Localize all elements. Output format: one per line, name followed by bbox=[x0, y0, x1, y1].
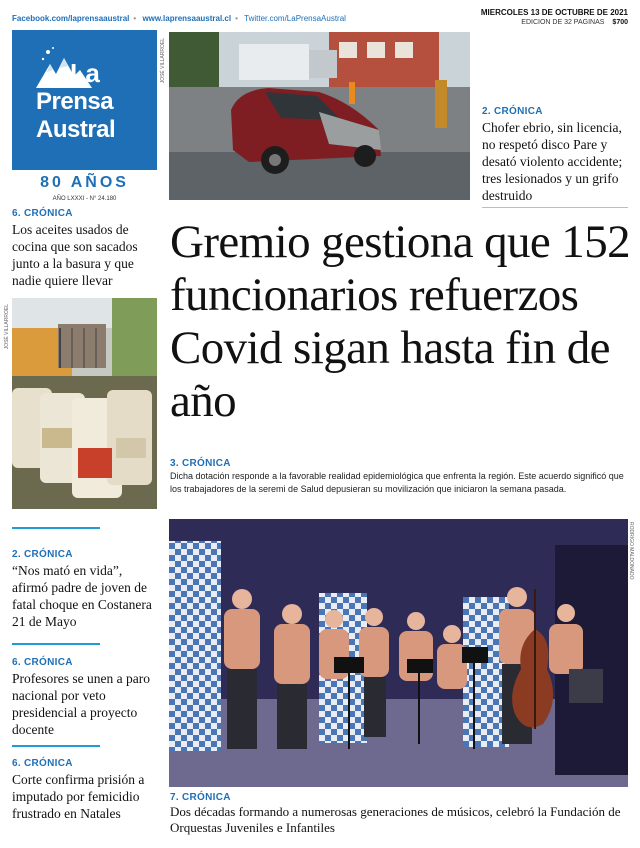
divider bbox=[482, 207, 628, 208]
twitter-link[interactable]: Twitter.com/LaPrensaAustral bbox=[244, 14, 346, 23]
logo-line-2: Prensa bbox=[36, 88, 114, 115]
anniversary: 80 AÑOS bbox=[40, 174, 129, 191]
orchestra-photo-credit: RODRIGO MALDONADO bbox=[628, 522, 634, 580]
divider bbox=[12, 643, 100, 645]
accident-photo-credit: JOSÉ VILLARROEL bbox=[160, 38, 166, 84]
price: $700 bbox=[612, 19, 628, 26]
story-text: “Nos mató en vida”, afirmó padre de joven de fatal choque en Costanera 21 de Mayo bbox=[12, 563, 152, 629]
story-kicker: 2. CRÓNICA bbox=[482, 106, 543, 117]
logo-line-1: La bbox=[70, 58, 100, 88]
containers-image bbox=[12, 298, 157, 509]
story-kicker: 6. CRÓNICA bbox=[12, 758, 73, 769]
website-link[interactable]: www.laprensaaustral.cl bbox=[142, 14, 232, 23]
story-accident[interactable] bbox=[482, 106, 628, 204]
story-court-ruling[interactable] bbox=[12, 758, 158, 822]
story-text: Los aceites usados de cocina que son sacados junto a la basura y que nadie quiere llevar bbox=[12, 222, 138, 288]
story-kicker: 6. CRÓNICA bbox=[12, 657, 73, 668]
story-teachers-strike[interactable] bbox=[12, 657, 158, 738]
story-text: Profesores se unen a paro nacional por veto presidencial a proyecto docente bbox=[12, 671, 150, 737]
oil-containers-photo[interactable] bbox=[12, 298, 157, 509]
story-text: Chofer ebrio, sin licencia, no respetó disco Pare y desató violento accidente; tres lesionados y un grifo destruido bbox=[482, 120, 623, 203]
orchestra-image bbox=[169, 519, 628, 787]
edition-pages: EDICION DE 32 PAGINAS bbox=[521, 19, 605, 26]
edition-info bbox=[521, 19, 628, 26]
crashed-car-image bbox=[169, 32, 470, 200]
volume-number: AÑO LXXXI - N° 24.180 bbox=[52, 196, 117, 202]
divider bbox=[12, 745, 100, 747]
accident-photo[interactable] bbox=[169, 32, 470, 200]
main-story-kicker: 3. CRÓNICA bbox=[170, 458, 231, 469]
story-text: Dos décadas formando a numerosas generaciones de músicos, celebró la Fundación de Orquestas Juveniles e Infantiles bbox=[170, 804, 621, 835]
main-story-deck: Dicha dotación responde a la favorable realidad epidemiológica que enfrenta la región. Este acuerdo significó que los trabajadores de la seremi de Salud depusieran su movilización que iniciaron la semana pasada. bbox=[170, 471, 624, 494]
story-kicker: 6. CRÓNICA bbox=[12, 208, 73, 219]
story-kicker: 7. CRÓNICA bbox=[170, 792, 231, 803]
story-father-quote[interactable] bbox=[12, 549, 158, 630]
orchestra-photo[interactable] bbox=[169, 519, 628, 787]
main-headline[interactable]: Gremio gestiona que 152 funcionarios refuerzos Covid sigan hasta fin de año bbox=[170, 216, 631, 427]
issue-date: MIERCOLES 13 DE OCTUBRE DE 2021 bbox=[480, 8, 628, 17]
divider bbox=[12, 527, 100, 529]
story-text: Corte confirma prisión a imputado por femicidio frustrado en Natales bbox=[12, 772, 145, 821]
story-cooking-oil[interactable] bbox=[12, 208, 158, 289]
facebook-link[interactable]: Facebook.com/laprensaaustral bbox=[12, 14, 130, 23]
social-links: Facebook.com/laprensaaustral • www.laprensaaustral.cl • Twitter.com/LaPrensaAustral bbox=[12, 14, 346, 23]
masthead-logo bbox=[12, 30, 157, 170]
containers-photo-credit: JOSÉ VILLARROEL bbox=[4, 304, 10, 350]
story-kicker: 2. CRÓNICA bbox=[12, 549, 73, 560]
story-orchestra-foundation[interactable] bbox=[170, 792, 626, 836]
logo-line-3: Austral bbox=[36, 116, 116, 143]
